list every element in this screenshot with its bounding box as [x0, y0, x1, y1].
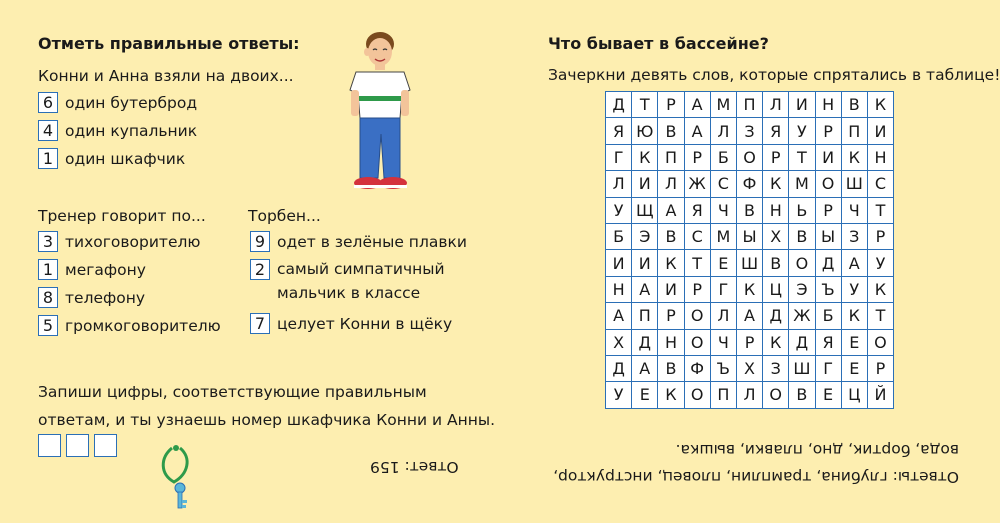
answer-number-box: 4	[38, 120, 58, 141]
grid-row	[606, 118, 894, 144]
grid-cell[interactable]: Б	[710, 144, 736, 170]
grid-row	[606, 144, 894, 170]
option-label: один шкафчик	[65, 149, 186, 168]
question-3-prompt: Торбен...	[248, 207, 321, 225]
grid-cell[interactable]: Л	[710, 303, 736, 329]
grid-cell[interactable]: З	[763, 355, 789, 381]
grid-cell[interactable]: Щ	[632, 197, 658, 223]
grid-cell[interactable]: К	[763, 329, 789, 355]
option-label: громкоговорителю	[65, 316, 221, 335]
option-label: телефону	[65, 288, 146, 307]
grid-cell[interactable]: Й	[867, 382, 893, 408]
grid-cell[interactable]: З	[736, 118, 762, 144]
answer-number-box: 1	[38, 259, 58, 280]
option-label: мегафону	[65, 260, 146, 279]
grid-cell[interactable]: Р	[684, 144, 710, 170]
option-label: тихоговорителю	[65, 232, 201, 251]
grid-cell[interactable]: Т	[867, 303, 893, 329]
grid-cell[interactable]: Е	[815, 382, 841, 408]
grid-row	[606, 223, 894, 249]
grid-cell[interactable]: Т	[632, 92, 658, 118]
question-1-prompt: Конни и Анна взяли на двоих...	[38, 67, 294, 85]
answer-digit-box-1[interactable]	[38, 434, 61, 457]
grid-cell[interactable]: Н	[867, 144, 893, 170]
grid-row	[606, 250, 894, 276]
grid-cell[interactable]: В	[789, 223, 815, 249]
grid-cell[interactable]: А	[658, 197, 684, 223]
grid-cell[interactable]: С	[684, 223, 710, 249]
grid-cell[interactable]: О	[763, 382, 789, 408]
grid-cell[interactable]: Ч	[710, 329, 736, 355]
option-label: одет в зелёные плавки	[277, 232, 467, 251]
grid-cell[interactable]: Ь	[789, 197, 815, 223]
answer-digit-box-3[interactable]	[94, 434, 117, 457]
grid-cell[interactable]: Я	[815, 329, 841, 355]
grid-cell[interactable]: О	[789, 250, 815, 276]
grid-cell[interactable]: Р	[867, 355, 893, 381]
grid-cell[interactable]: Ы	[815, 223, 841, 249]
grid-cell[interactable]: Р	[684, 276, 710, 302]
grid-cell[interactable]: К	[632, 144, 658, 170]
grid-cell[interactable]: Ц	[841, 382, 867, 408]
grid-cell[interactable]: Р	[658, 92, 684, 118]
q2-option-4[interactable]	[38, 315, 221, 336]
grid-cell[interactable]: К	[763, 171, 789, 197]
grid-cell[interactable]: О	[684, 329, 710, 355]
grid-cell[interactable]: Е	[710, 250, 736, 276]
grid-cell[interactable]: А	[606, 303, 632, 329]
word-search-instruction: Зачеркни девять слов, которые спрятались в таблице!	[548, 66, 1000, 84]
grid-cell[interactable]: О	[736, 144, 762, 170]
left-title: Отметь правильные ответы:	[38, 34, 300, 53]
grid-cell[interactable]: Д	[632, 329, 658, 355]
grid-cell[interactable]: Ж	[684, 171, 710, 197]
answer-number-box: 6	[38, 92, 58, 113]
grid-cell[interactable]: Ю	[632, 118, 658, 144]
grid-cell[interactable]: А	[684, 92, 710, 118]
grid-cell[interactable]: Я	[763, 118, 789, 144]
grid-cell[interactable]: Д	[763, 303, 789, 329]
grid-cell[interactable]: Ц	[763, 276, 789, 302]
grid-cell[interactable]: К	[841, 144, 867, 170]
grid-cell[interactable]: Ф	[736, 171, 762, 197]
grid-cell[interactable]: З	[841, 223, 867, 249]
grid-row	[606, 197, 894, 223]
grid-cell[interactable]: Х	[736, 355, 762, 381]
grid-cell[interactable]: Ш	[789, 355, 815, 381]
grid-cell[interactable]: Н	[815, 92, 841, 118]
grid-cell[interactable]: У	[606, 197, 632, 223]
grid-cell[interactable]: А	[632, 355, 658, 381]
grid-cell[interactable]: П	[632, 303, 658, 329]
grid-cell[interactable]: Я	[606, 118, 632, 144]
grid-cell[interactable]: Ж	[789, 303, 815, 329]
grid-cell[interactable]: У	[606, 382, 632, 408]
option-label-line-1: самый симпатичный	[277, 260, 445, 278]
answers-line-1: Ответы: глубина, трамплин, пловец, инструктор,	[553, 468, 959, 486]
grid-cell[interactable]: Г	[710, 276, 736, 302]
grid-cell[interactable]: С	[710, 171, 736, 197]
grid-cell[interactable]: Т	[684, 250, 710, 276]
grid-cell[interactable]: Л	[606, 171, 632, 197]
grid-cell[interactable]: Х	[606, 329, 632, 355]
question-2-prompt: Тренер говорит по...	[38, 207, 206, 225]
grid-cell[interactable]: И	[632, 250, 658, 276]
grid-cell[interactable]: Г	[606, 144, 632, 170]
grid-row	[606, 355, 894, 381]
instruction-line-1: Запиши цифры, соответствующие правильным	[38, 383, 427, 401]
option-label: целует Конни в щёку	[277, 314, 453, 333]
grid-cell[interactable]: В	[789, 382, 815, 408]
grid-cell[interactable]: Д	[815, 250, 841, 276]
grid-cell[interactable]: У	[841, 276, 867, 302]
boy-illustration	[338, 28, 422, 196]
grid-cell[interactable]: П	[736, 92, 762, 118]
grid-cell[interactable]: Ч	[710, 197, 736, 223]
upside-down-answers	[549, 432, 959, 486]
grid-cell[interactable]: Б	[815, 303, 841, 329]
grid-cell[interactable]: Р	[815, 197, 841, 223]
grid-cell[interactable]: В	[763, 250, 789, 276]
grid-cell[interactable]: У	[789, 118, 815, 144]
grid-cell[interactable]: Ч	[841, 197, 867, 223]
q1-option-2[interactable]	[38, 120, 197, 141]
answer-number-box: 2	[250, 259, 270, 280]
right-title: Что бывает в бассейне?	[548, 34, 769, 53]
grid-row	[606, 303, 894, 329]
answer-number-box: 1	[38, 148, 58, 169]
grid-cell[interactable]: Т	[789, 144, 815, 170]
grid-cell[interactable]: Р	[658, 303, 684, 329]
grid-row	[606, 92, 894, 118]
grid-cell[interactable]: Я	[684, 197, 710, 223]
grid-cell[interactable]: Ъ	[815, 276, 841, 302]
grid-row	[606, 329, 894, 355]
grid-cell[interactable]: Л	[763, 92, 789, 118]
grid-cell[interactable]: Э	[632, 223, 658, 249]
grid-cell[interactable]: Н	[606, 276, 632, 302]
grid-cell[interactable]: П	[658, 144, 684, 170]
grid-cell[interactable]: И	[815, 144, 841, 170]
grid-cell[interactable]: Р	[763, 144, 789, 170]
grid-cell[interactable]: К	[867, 92, 893, 118]
grid-cell[interactable]: Х	[763, 223, 789, 249]
q1-option-3[interactable]	[38, 148, 185, 169]
grid-cell[interactable]: Р	[867, 223, 893, 249]
grid-cell[interactable]: К	[658, 382, 684, 408]
q2-option-1[interactable]	[38, 231, 200, 252]
grid-cell[interactable]: Е	[841, 355, 867, 381]
grid-cell[interactable]: А	[736, 303, 762, 329]
q3-option-2[interactable]	[250, 259, 445, 304]
answer-number-box: 9	[250, 231, 270, 252]
option-label-line-2: мальчик в классе	[277, 284, 421, 302]
grid-row	[606, 171, 894, 197]
grid-cell[interactable]: В	[658, 223, 684, 249]
grid-cell[interactable]: Ф	[684, 355, 710, 381]
grid-cell[interactable]: Д	[789, 329, 815, 355]
q1-option-1[interactable]	[38, 92, 197, 113]
q2-option-2[interactable]	[38, 259, 146, 280]
grid-cell[interactable]: Ъ	[710, 355, 736, 381]
grid-cell[interactable]: В	[658, 355, 684, 381]
grid-cell[interactable]: Н	[763, 197, 789, 223]
grid-cell[interactable]: О	[684, 303, 710, 329]
answer-digit-box-2[interactable]	[66, 434, 89, 457]
grid-cell[interactable]: Т	[867, 197, 893, 223]
grid-cell[interactable]: О	[815, 171, 841, 197]
grid-cell[interactable]: Б	[606, 223, 632, 249]
grid-cell[interactable]: А	[841, 250, 867, 276]
grid-row	[606, 382, 894, 408]
grid-cell[interactable]: В	[736, 197, 762, 223]
grid-cell[interactable]: Э	[789, 276, 815, 302]
answer-number-box: 3	[38, 231, 58, 252]
grid-row	[606, 276, 894, 302]
grid-cell[interactable]: И	[606, 250, 632, 276]
option-label: один бутерброд	[65, 93, 198, 112]
locker-key-icon	[158, 444, 204, 516]
grid-cell[interactable]: Л	[658, 171, 684, 197]
grid-cell[interactable]: М	[710, 92, 736, 118]
grid-cell[interactable]: Л	[710, 118, 736, 144]
grid-cell[interactable]: Р	[815, 118, 841, 144]
word-search-grid[interactable]	[605, 91, 894, 409]
grid-cell[interactable]: О	[867, 329, 893, 355]
grid-cell[interactable]: Г	[815, 355, 841, 381]
grid-cell[interactable]: А	[684, 118, 710, 144]
q3-option-3[interactable]	[250, 313, 452, 334]
grid-cell[interactable]: М	[710, 223, 736, 249]
grid-cell[interactable]: В	[658, 118, 684, 144]
grid-cell[interactable]: П	[841, 118, 867, 144]
grid-cell[interactable]: Р	[736, 329, 762, 355]
grid-cell[interactable]: К	[736, 276, 762, 302]
grid-cell[interactable]: Н	[658, 329, 684, 355]
answers-line-2: вода, бортик, дно, плавки, вышка.	[675, 441, 959, 459]
grid-cell[interactable]: П	[710, 382, 736, 408]
grid-cell[interactable]: У	[867, 250, 893, 276]
option-label: один купальник	[65, 121, 198, 140]
grid-cell[interactable]: И	[789, 92, 815, 118]
grid-cell[interactable]: Ш	[736, 250, 762, 276]
grid-cell[interactable]: И	[867, 118, 893, 144]
grid-cell[interactable]: В	[841, 92, 867, 118]
grid-cell[interactable]: Ы	[736, 223, 762, 249]
grid-cell[interactable]: О	[684, 382, 710, 408]
grid-cell[interactable]: М	[789, 171, 815, 197]
answer-number-box: 8	[38, 287, 58, 308]
grid-cell[interactable]: К	[658, 250, 684, 276]
grid-cell[interactable]: К	[841, 303, 867, 329]
grid-cell[interactable]: Ш	[841, 171, 867, 197]
q2-option-3[interactable]	[38, 287, 145, 308]
answer-number-box: 7	[250, 313, 270, 334]
grid-cell[interactable]: И	[632, 171, 658, 197]
grid-cell[interactable]: Д	[606, 92, 632, 118]
answer-number-box: 5	[38, 315, 58, 336]
upside-down-answer: Ответ: 159	[370, 458, 459, 476]
grid-cell[interactable]: Д	[606, 355, 632, 381]
grid-cell[interactable]: А	[632, 276, 658, 302]
grid-cell[interactable]: И	[658, 276, 684, 302]
grid-cell[interactable]: С	[867, 171, 893, 197]
grid-cell[interactable]: К	[867, 276, 893, 302]
grid-cell[interactable]: Е	[632, 382, 658, 408]
grid-cell[interactable]: Е	[841, 329, 867, 355]
q3-option-1[interactable]	[250, 231, 467, 252]
instruction-line-2: ответам, и ты узнаешь номер шкафчика Конни и Анны.	[38, 411, 496, 429]
grid-cell[interactable]: Л	[736, 382, 762, 408]
